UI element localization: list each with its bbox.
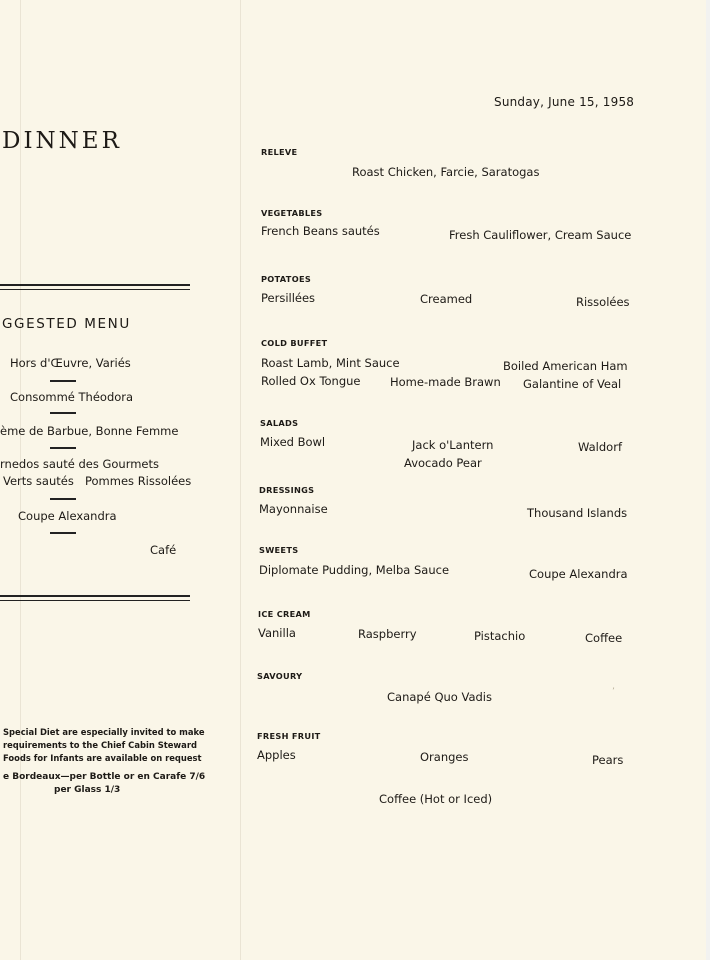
menu-item: Roast Lamb, Mint Sauce (261, 356, 400, 370)
menu-date: Sunday, June 15, 1958 (494, 95, 635, 109)
suggested-menu-heading: GGESTED MENU (2, 316, 131, 332)
section-label-cold-buffet: COLD BUFFET (261, 338, 328, 348)
menu-item: Fresh Cauliflower, Cream Sauce (449, 228, 632, 242)
menu-item: Thousand Islands (527, 506, 628, 520)
double-rule-top (0, 284, 190, 290)
footer-coffee: Coffee (Hot or Iced) (379, 792, 493, 806)
wine-note: per Glass 1/3 (54, 785, 121, 795)
section-label-savoury: SAVOURY (257, 671, 303, 681)
menu-item: Rolled Ox Tongue (261, 374, 361, 388)
note-line: Special Diet are especially invited to make (3, 727, 205, 737)
menu-item: Mayonnaise (259, 502, 328, 516)
menu-item: Pears (592, 753, 624, 767)
dash-divider (50, 380, 76, 382)
double-rule-bottom (0, 595, 190, 601)
menu-item: Pistachio (474, 629, 526, 643)
note-line: requirements to the Chief Cabin Steward (3, 740, 197, 750)
menu-item: Raspberry (358, 627, 417, 641)
menu-item: Creamed (420, 292, 473, 306)
dash-divider (50, 447, 76, 449)
menu-item: Home-made Brawn (390, 375, 501, 389)
menu-item: Rissolées (576, 295, 630, 309)
left-menu-item: ème de Barbue, Bonne Femme (0, 424, 179, 438)
menu-item: Waldorf (578, 440, 622, 454)
section-label-potatoes: POTATOES (261, 274, 312, 284)
section-label-releve: RELEVE (261, 147, 298, 157)
note-line: Foods for Infants are available on request (3, 753, 202, 763)
menu-item: Vanilla (258, 626, 296, 640)
left-menu-item: Café (150, 543, 177, 557)
dash-divider (50, 498, 76, 500)
paper-edge (706, 0, 710, 960)
menu-item: Avocado Pear (404, 456, 482, 470)
menu-item: Jack o'Lantern (412, 438, 494, 452)
menu-item: French Beans sautés (261, 224, 380, 238)
left-menu-item: rnedos sauté des Gourmets (0, 457, 160, 471)
left-menu-item: Hors d'Œuvre, Variés (10, 356, 131, 370)
left-menu-item: Consommé Théodora (10, 390, 134, 404)
menu-title: DINNER (2, 128, 122, 154)
menu-item: Roast Chicken, Farcie, Saratogas (352, 165, 540, 179)
wine-note: e Bordeaux—per Bottle or en Carafe 7/6 (3, 772, 206, 782)
section-label-ice-cream: ICE CREAM (258, 609, 311, 619)
menu-item: Boiled American Ham (503, 359, 628, 373)
left-menu-item: Coupe Alexandra (18, 509, 117, 523)
fold-line (240, 0, 241, 960)
section-label-salads: SALADS (260, 418, 299, 428)
menu-item: Apples (257, 748, 296, 762)
left-menu-item: Verts sautés (3, 474, 74, 488)
menu-item: Coffee (585, 631, 623, 645)
menu-item: Galantine of Veal (523, 377, 622, 391)
section-label-dressings: DRESSINGS (259, 485, 315, 495)
menu-item: Diplomate Pudding, Melba Sauce (259, 563, 450, 577)
menu-item: Persillées (261, 291, 316, 305)
menu-item: Canapé Quo Vadis (387, 690, 492, 704)
dash-divider (50, 412, 76, 414)
section-label-fresh-fruit: FRESH FRUIT (257, 731, 321, 741)
menu-item: Mixed Bowl (260, 435, 326, 449)
left-menu-item: Pommes Rissolées (85, 474, 192, 488)
section-label-sweets: SWEETS (259, 545, 299, 555)
menu-item: Oranges (420, 750, 469, 764)
section-label-vegetables: VEGETABLES (261, 208, 323, 218)
dash-divider (50, 532, 76, 534)
paper-mark: ’ (612, 687, 615, 697)
menu-item: Coupe Alexandra (529, 567, 628, 581)
